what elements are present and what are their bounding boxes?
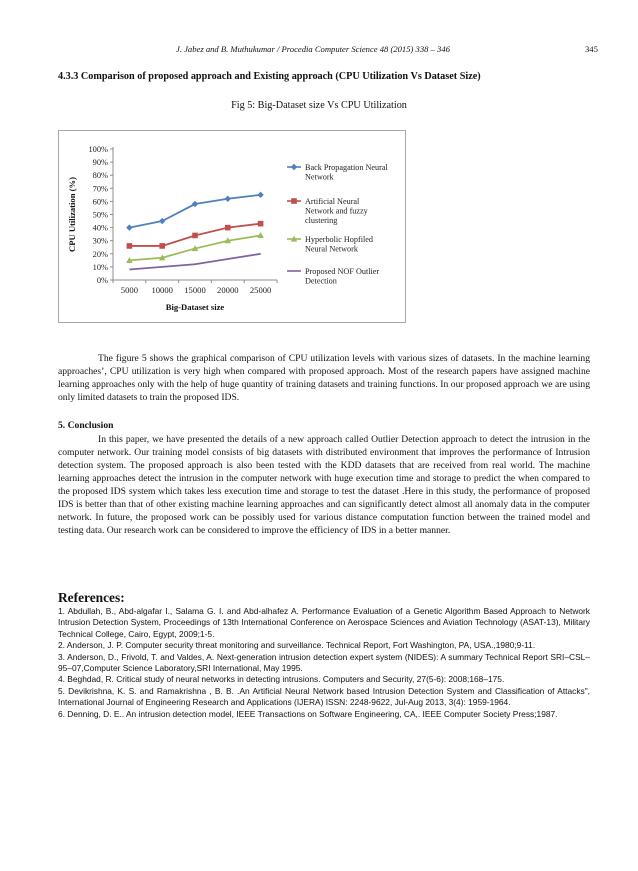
reference-item: 6. Denning, D. E.. An intrusion detection model, IEEE Transactions on Software Engineering, CA,. IEEE Computer Society Press;1987. [58,708,558,719]
cpu-utilization-chart [59,131,405,322]
y-tick-label: 0% [96,276,108,285]
y-tick-label: 40% [92,223,108,233]
data-point-series-1 [126,224,132,230]
reference-item: 4. Beghdad, R. Critical study of neural networks in detecting intrusions. Computers and Security, 27(5-6): 2008;168–175. [58,674,505,685]
section-heading: 4.3.3 Comparison of proposed approach and Existing approach (CPU Utilization Vs Dataset Size) [58,71,481,82]
x-tick-label: 25000 [249,285,272,295]
legend-swatch-marker [291,198,297,204]
legend-swatch-marker [291,164,297,170]
legend-label: Network and fuzzy [305,206,368,216]
data-point-series-1 [257,192,263,198]
data-point-series-1 [225,196,231,202]
y-tick-label: 30% [92,236,108,246]
data-point-series-1 [192,201,198,207]
y-tick-label: 70% [92,184,108,194]
data-point-series-2 [225,225,231,231]
legend-label: Detection [305,276,337,286]
reference-item: 1. Abdullah, B., Abd-algafar I., Salama G. I. and Abd-alhafez A. Performance Evaluation of a Genetic Algorithm Based Approach to Network Intrusion Detection System, Proceedings of 13th International Conference on Aerospace Sciences and Aviation Technology (ASAT-13), Military Technical College, Cairo, Egypt, 2009;1-5. [58,606,590,639]
y-tick-label: 90% [92,158,108,168]
page-number: 345 [585,44,598,54]
y-axis-title: CPU Utilization (%) [67,177,77,252]
legend-label: Artificial Neural [305,197,360,206]
data-point-series-2 [192,233,198,239]
series-line-1 [129,195,260,228]
y-tick-label: 80% [92,171,108,181]
x-tick-label: 20000 [217,285,239,295]
legend-label: Hyperbolic Hopfiled [305,235,373,244]
legend-label: Back Propagation Neural [305,163,388,172]
data-point-series-2 [258,221,264,227]
series-line-4 [129,254,260,270]
x-tick-label: 15000 [184,285,206,295]
y-tick-label: 20% [92,249,108,259]
y-tick-label: 50% [92,210,108,220]
conclusion-paragraph: In this paper, we have presented the details of a new approach called Outlier Detection approach to detect the intrusion in the computer network. Our training model consists of big datasets with distributed environment that improves the performance of Intrusion detection system. The proposed approach is also been tested with the KDD datasets that are received from real world. The machine learning approaches detect the intrusion in the computer network with huge execution time and storage to predict the when compared to the proposed IDS system which takes less execution time and storage to test the dataset .Here in this study, the performance of proposed IDS is better than that of other existing machine learning approaches and can significantly detect almost all anomaly data in the computer network. In future, the proposed work can be possibly used for various distance computation function between the trained model and testing data. Our research work can be considered to improve the efficiency of IDS in a better manner. [58,434,590,536]
legend-label: Network [305,172,334,182]
legend-label: Proposed NOF Outlier [305,267,380,276]
references-list [58,606,590,720]
reference-item: 3. Anderson, D., Frivold, T. and Valdes, A. Next-generation intrusion detection expert system (NIDES): A summary Technical Report SRI–CSL–95–07,Computer Science Laboratory,SRI International, May 1995. [58,651,590,674]
figure-caption: Fig 5: Big-Dataset size Vs CPU Utilization [231,100,407,111]
y-tick-label: 60% [92,197,108,207]
figure-discussion-paragraph: The figure 5 shows the graphical comparison of CPU utilization levels with various sizes of datasets. In the machine learning approaches’, CPU utilization is very high when compared with proposed approach. Most of the research papers have assigned machine learning approaches only with the help of huge quantity of training datasets and training functions. In our proposed approach we are using only limited datasets to train the proposed IDS. [58,353,590,403]
conclusion-heading: 5. Conclusion [58,420,114,431]
data-point-series-1 [159,218,165,224]
journal-citation: J. Jabez and B. Muthukumar / Procedia Computer Science 48 (2015) 338 – 346 [176,44,450,54]
legend-label: Neural Network [305,244,358,254]
x-tick-label: 10000 [151,285,173,295]
x-axis-title: Big-Dataset size [165,302,225,312]
x-tick-label: 5000 [120,285,138,295]
reference-item: 2. Anderson, J. P. Computer security threat monitoring and surveillance. Technical Report, Fort Washington, PA, USA.,1980;9-11. [58,640,536,651]
data-point-series-2 [159,243,165,249]
legend-label: clustering [305,216,338,226]
figure-5-chart [58,130,406,323]
data-point-series-2 [127,243,133,249]
references-heading: References: [58,590,125,605]
y-tick-label: 10% [92,262,108,272]
y-tick-label: 100% [88,145,108,154]
reference-item: 5. Devikrishna, K. S. and Ramakrishna , B. B. .An Artificial Neural Network based Intrusion Detection System and Classification of Attacks", International Journal of Engineering Research and Applications (IJERA) ISSN: 2248-9622, Jul-Aug 2013, 3(4): 1959-1964. [58,685,590,708]
